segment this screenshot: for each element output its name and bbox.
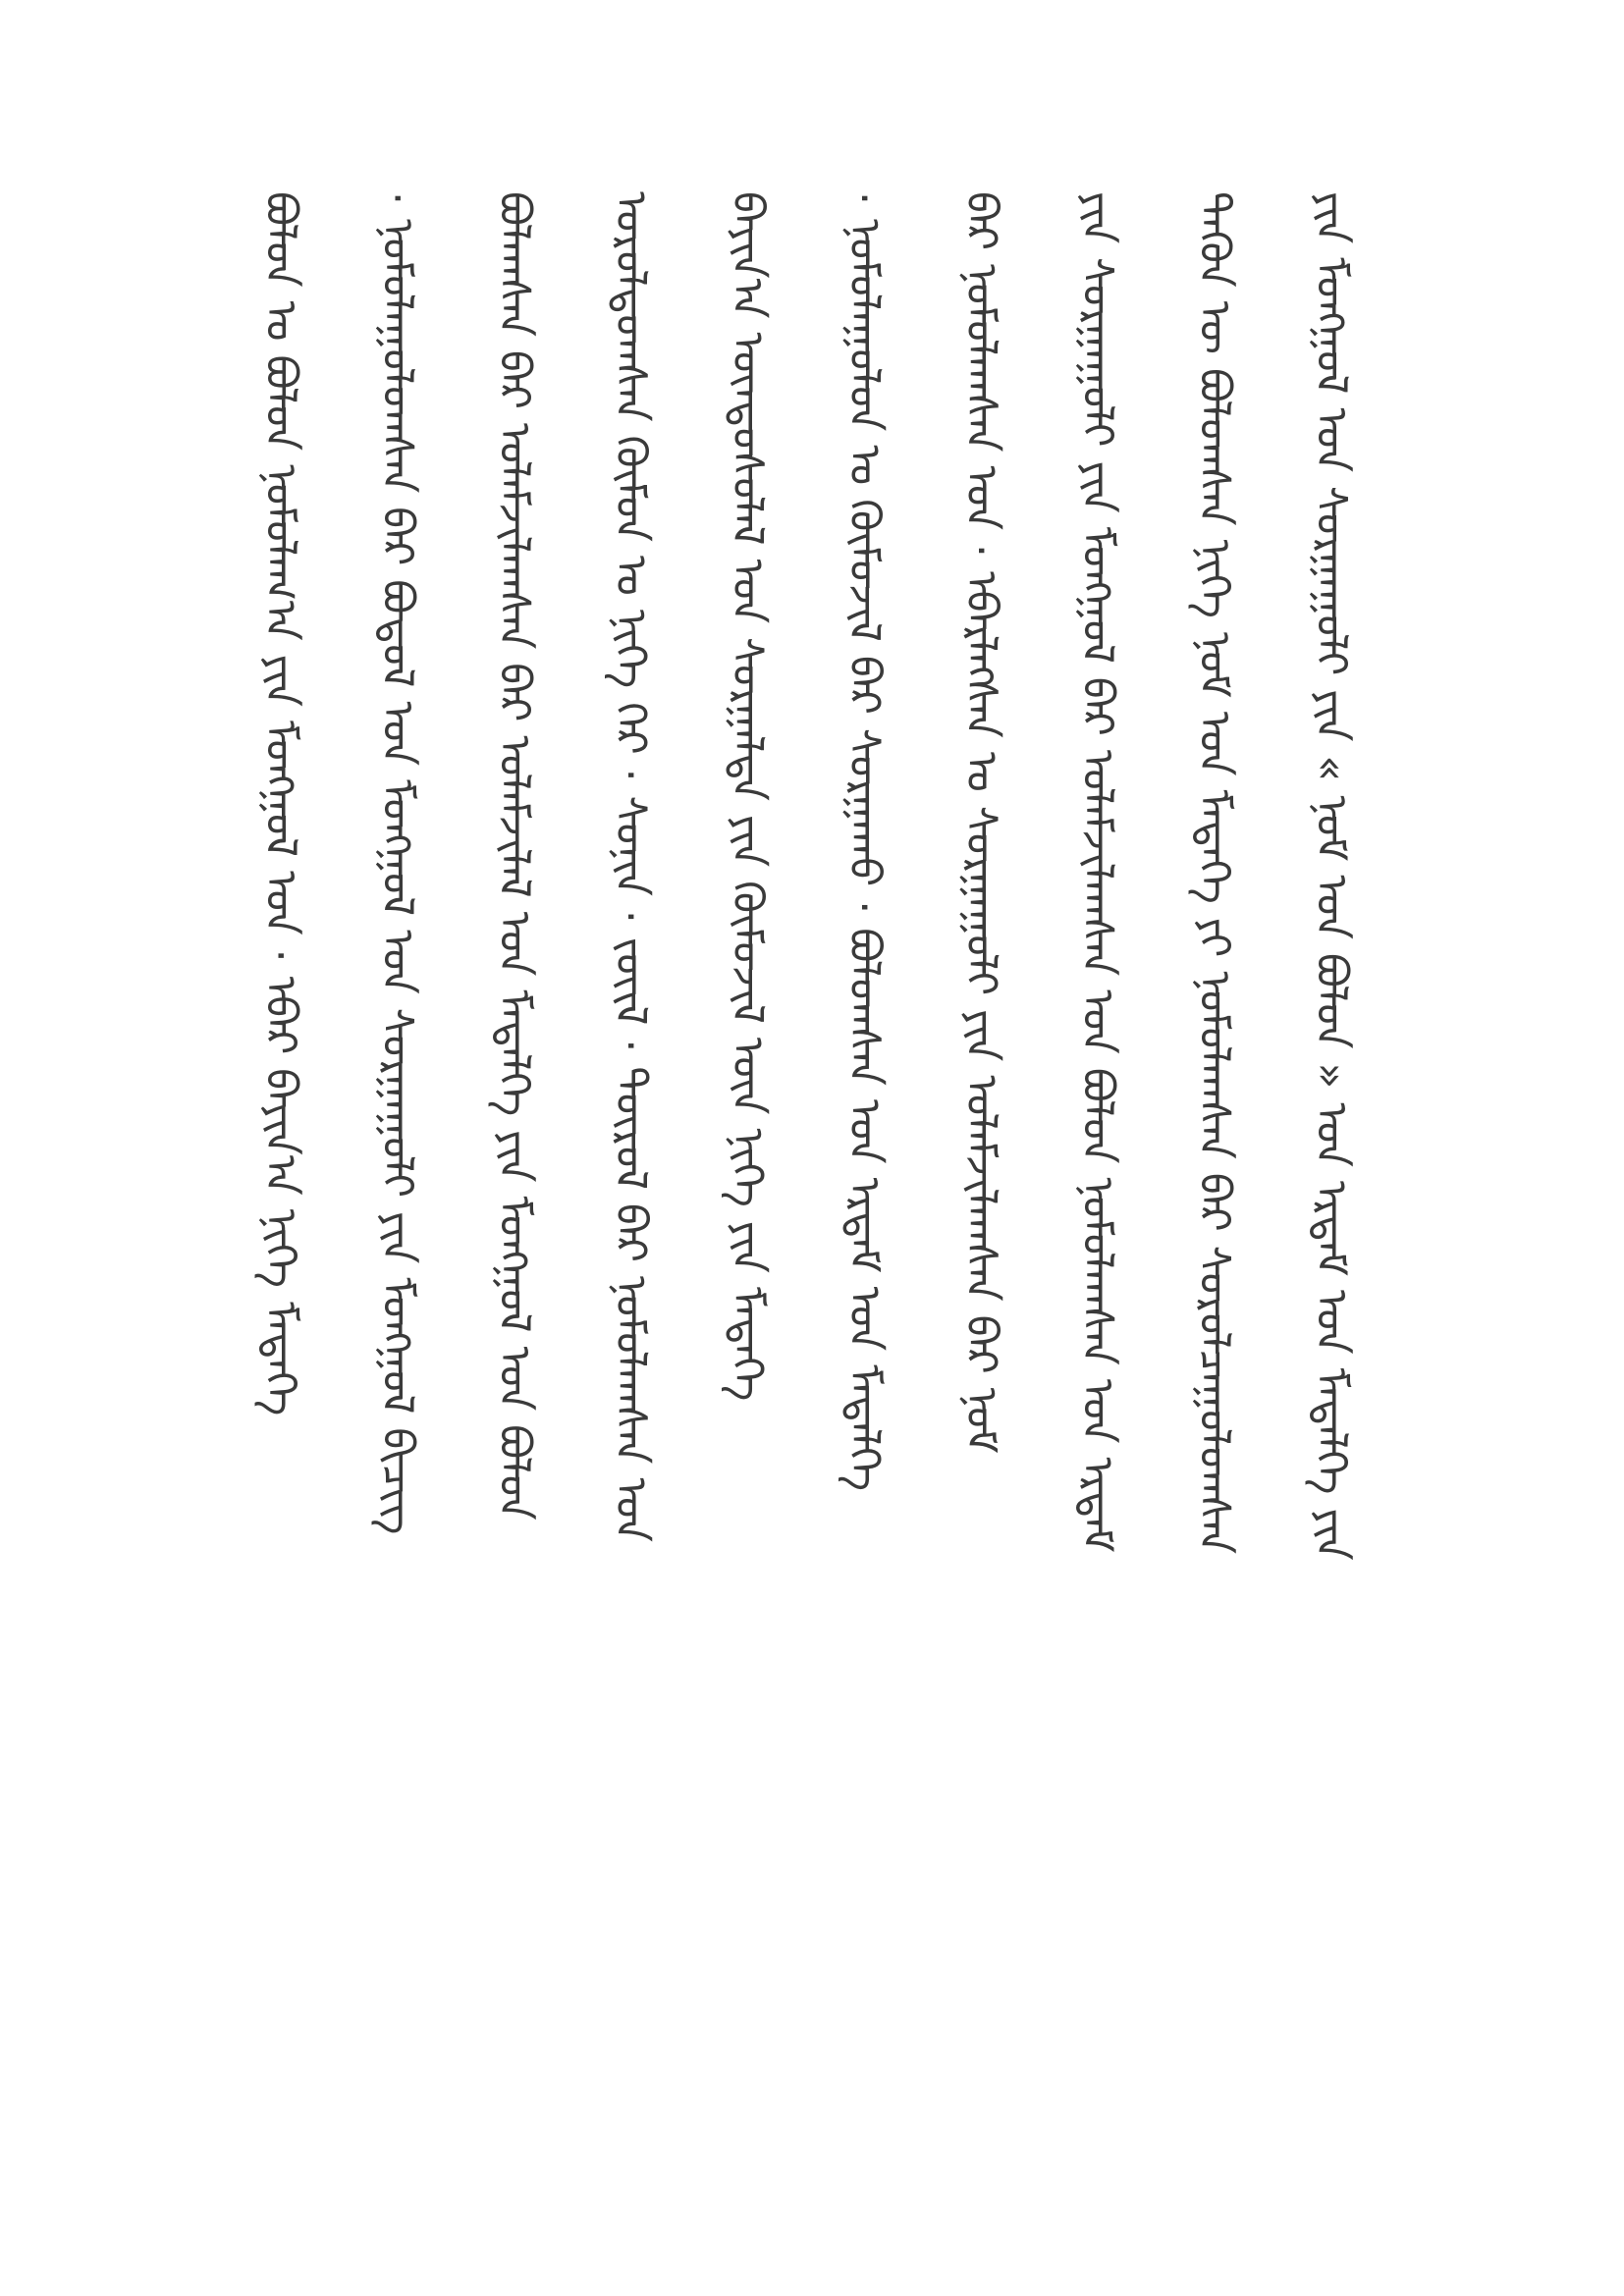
text-column-1: ᠪᠣᠯᠤᠨ ᠤ ᠪᠣᠯᠣᠨ ᠨᠣᠮᠣᠯᠠᠭ᠎ᠠ ᠶᠢᠨ ᠮᠣᠩᠭᠣᠯ ᠤᠨ · ᠡᠪᠡᠷ ᠪᠠᠶᠢᠨ᠎ᠠ ᠨᠢᠭᠡ ᠮᠡᠳᠡᠭᠡ: [255, 191, 305, 1416]
text-column-5: ᠪᠠᠶᠢᠨ᠎ᠠ ᠦᠨᠳᠦᠰᠦᠯᠡᠯ ᠤᠨ ᠰᠤᠷᠭᠠᠯᠳᠠ ᠶᠢᠨ ᠬᠦᠮᠦᠵᠢᠯ ᠦᠨ ᠨᠢᠭᠡ ᠶᠢᠨ ᠮᠡᠳᠡᠭᠡ: [722, 191, 773, 1402]
text-column-8: ᠶᠢᠨ ᠰᠤᠷᠭᠠᠭᠤᠯᠢ ᠶᠢᠨ ᠮᠣᠩᠭᠣᠯ ᠪᠠᠷ ᠤᠯᠠᠮᠵᠢᠯᠠᠭᠰᠠᠨ ᠤᠨ ᠪᠣᠯᠣᠨ ᠨᠣᠮᠣᠯᠠᠭᠰᠠᠨ ᠤᠨ ᠡᠷᠳᠡᠮ: [1072, 191, 1123, 1553]
text-column-4: ᠤᠷᠤᠯᠳᠤᠭᠰᠠᠨ ᠬᠦᠮᠦᠨ ᠤ ᠨᠢᠭᠡ ᠭᠡᠷ · ᠰᠣᠨᠢᠨ · ᠵᠦᠢᠯ · ᠲᠦᠷᠦᠯ ᠪᠠᠷ ᠨᠣᠮᠣᠯᠠᠭᠰᠠᠨ ᠤᠨ: [605, 191, 656, 1542]
mongolian-text-block: [245, 191, 1365, 2106]
text-column-2: · ᠨᠣᠮᠣᠯᠠᠭᠤᠯᠤᠭᠰᠠᠨ ᠪᠠᠷ ᠪᠣᠳᠤᠯ ᠤᠨ ᠮᠣᠩᠭᠣᠯ ᠤᠨ ᠰᠤᠷᠭᠠᠭᠤᠯᠢ ᠶᠢᠨ ᠮᠣᠩᠭᠣᠯ ᠪᠢᠴᠢᠭ: [371, 191, 422, 1535]
text-column-9: ᠲᠡᠭᠦᠨ ᠦ ᠪᠣᠯᠣᠭᠰᠠᠨ ᠨᠢᠭᠡ ᠨᠣᠮ ᠤᠨ ᠮᠡᠳᠡᠭᠡ ᠶᠢ ᠨᠣᠮᠣᠯᠠᠭᠰᠠᠨ ᠪᠠᠷ ᠰᠤᠷᠤᠯᠴᠠᠭᠤᠯᠤᠭᠰᠠᠨ: [1189, 191, 1239, 1555]
text-column-6: · ᠨᠣᠮᠣᠯᠠᠭᠤᠯᠤᠨ ᠤ ᠬᠦᠮᠦᠵᠢᠯ ᠪᠠᠷ ᠰᠤᠷᠭᠠᠬᠤ · ᠪᠣᠯᠣᠭᠰᠠᠨ ᠤᠨ ᠡᠷᠳᠡᠮ ᠤᠨ ᠮᠡᠳᠡᠯᠭᠡ: [839, 191, 890, 1492]
text-column-7: ᠪᠠᠷ ᠨᠣᠮᠣᠯᠠᠭᠰᠠᠨ ᠤᠨ · ᠡᠪᠡᠷᠯᠡᠭᠰᠡᠨ ᠤ ᠰᠤᠷᠭᠠᠭᠤᠯᠢ ᠶᠢᠨ ᠤᠯᠠᠮᠵᠢᠯᠠᠭᠰᠠᠨ ᠪᠠᠷ ᠨᠣᠮ: [955, 191, 1006, 1454]
text-column-3: ᠪᠣᠯᠠᠭᠰᠠᠨ ᠪᠠᠷ ᠤᠯᠠᠮᠵᠢᠯᠠᠭᠰᠠᠨ ᠪᠠᠷ ᠤᠯᠠᠮᠵᠢᠯᠠᠯ ᠤᠨ ᠮᠡᠳᠡᠯᠭᠡ ᠶᠢᠨ ᠮᠣᠩᠭᠣᠯ ᠤᠨ ᠪᠣᠯᠣᠨ: [488, 191, 539, 1521]
text-column-10: ᠶᠢᠨ ᠮᠣᠩᠭᠣᠯ ᠤᠨ ᠰᠤᠷᠭᠠᠭᠤᠯᠢ ᠶᠢᠨ « ᠨᠣᠮ ᠤᠨ ᠪᠣᠯᠣᠨ » ᠤᠨ ᠡᠷᠳᠡᠮ ᠤᠨ ᠮᠡᠳᠡᠯᠭᠡ ᠶᠢᠨ: [1305, 191, 1356, 1561]
